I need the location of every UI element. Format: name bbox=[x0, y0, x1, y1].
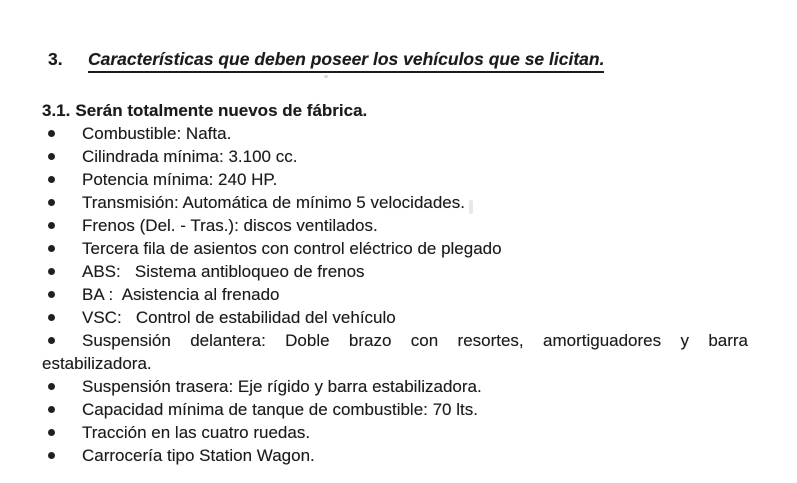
bullet-icon bbox=[42, 421, 82, 444]
bullet-icon bbox=[42, 306, 82, 329]
list-item-text: Capacidad mínima de tanque de combustible: 70 lts. bbox=[82, 400, 478, 419]
list-item bbox=[0, 168, 797, 191]
subsection-number: 3.1. bbox=[42, 101, 71, 120]
bullet-icon bbox=[42, 237, 82, 260]
list-item bbox=[0, 214, 797, 237]
bullet-icon bbox=[42, 168, 82, 191]
list-item bbox=[0, 237, 797, 260]
bullet-icon bbox=[42, 122, 82, 145]
subsection-heading bbox=[42, 99, 748, 122]
list-item-wrapped bbox=[42, 329, 748, 375]
list-item-text: Cilindrada mínima: 3.100 cc. bbox=[82, 147, 298, 166]
bullet-icon bbox=[42, 444, 82, 467]
section-title: Características que deben poseer los vehículos que se licitan. bbox=[88, 48, 604, 73]
section-heading bbox=[0, 0, 797, 73]
list-item-text: Tracción en las cuatro ruedas. bbox=[82, 423, 311, 442]
list-item bbox=[0, 444, 797, 467]
list-item-text: Suspensión trasera: Eje rígido y barra estabilizadora. bbox=[82, 377, 482, 396]
list-item-text-line1: Suspensión delantera: Doble brazo con resortes, amortiguadores y barra bbox=[82, 331, 748, 350]
list-item-text: Transmisión: Automática de mínimo 5 velocidades. bbox=[82, 193, 465, 212]
bullet-icon bbox=[42, 214, 82, 237]
list-item-text: Carrocería tipo Station Wagon. bbox=[82, 446, 315, 465]
bullet-icon bbox=[42, 191, 82, 214]
bullet-icon bbox=[48, 337, 55, 344]
list-item-text: Potencia mínima: 240 HP. bbox=[82, 170, 278, 189]
list-item bbox=[0, 283, 797, 306]
bullet-icon bbox=[42, 283, 82, 306]
list-item-text: VSC: Control de estabilidad del vehículo bbox=[82, 308, 396, 327]
list-item bbox=[0, 375, 797, 398]
scan-artifact bbox=[324, 75, 328, 78]
list-item bbox=[0, 122, 797, 145]
list-item-text: BA : Asistencia al frenado bbox=[82, 285, 280, 304]
list-item bbox=[0, 145, 797, 168]
list-item bbox=[0, 398, 797, 421]
list-item-text: Combustible: Nafta. bbox=[82, 124, 232, 143]
list-item bbox=[0, 421, 797, 444]
list-item bbox=[0, 306, 797, 329]
bullet-icon bbox=[42, 398, 82, 421]
section-number: 3. bbox=[48, 49, 63, 69]
bullet-icon bbox=[42, 375, 82, 398]
list-item bbox=[0, 260, 797, 283]
list-item-text: ABS: Sistema antibloqueo de frenos bbox=[82, 262, 365, 281]
list-item-text-line2: estabilizadora. bbox=[42, 354, 152, 373]
spec-list bbox=[0, 122, 797, 467]
subsection-title: Serán totalmente nuevos de fábrica. bbox=[75, 101, 368, 120]
bullet-icon bbox=[42, 260, 82, 283]
list-item-text: Frenos (Del. - Tras.): discos ventilados. bbox=[82, 216, 378, 235]
bullet-icon bbox=[42, 145, 82, 168]
list-item bbox=[0, 191, 797, 214]
list-item-text: Tercera fila de asientos con control eléctrico de plegado bbox=[82, 239, 502, 258]
